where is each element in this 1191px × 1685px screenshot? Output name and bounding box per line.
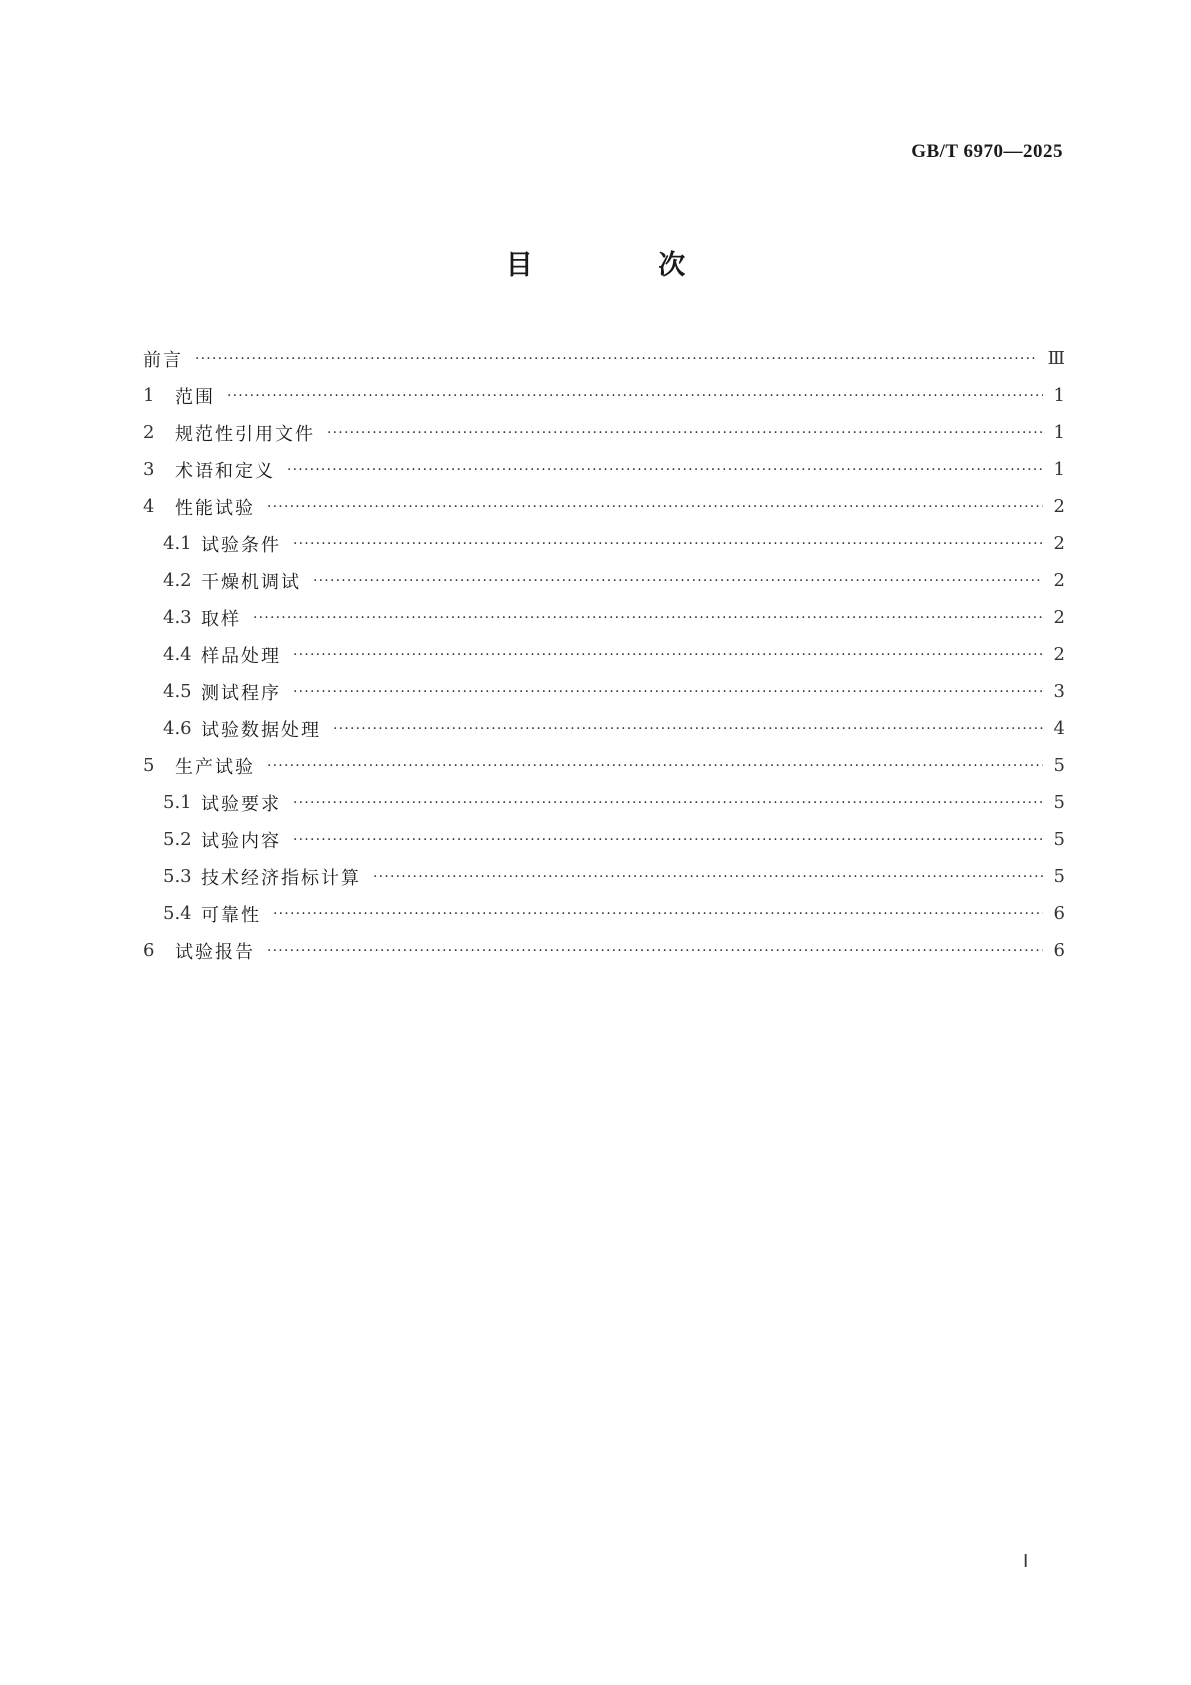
toc-entry-5-3[interactable] (143, 858, 1065, 895)
toc-entry-4-1[interactable] (143, 525, 1065, 562)
toc-entry-page: Ⅲ (1047, 348, 1065, 369)
toc-entry-label: 生产试验 (175, 756, 255, 778)
leader-dots (293, 795, 1043, 811)
toc-entry-label: 可靠性 (201, 904, 261, 926)
leader-dots (293, 536, 1043, 552)
toc-entry-page: 2 (1053, 607, 1065, 628)
toc-entry-number: 4 (143, 496, 155, 517)
toc-entry-label: 性能试验 (175, 497, 255, 519)
toc-entry-page: 5 (1053, 792, 1065, 813)
leader-dots (293, 684, 1043, 700)
toc-entry-5-2[interactable] (143, 821, 1065, 858)
toc-entry-number: 3 (143, 459, 155, 480)
leader-dots (267, 758, 1043, 774)
standard-code: GB/T 6970—2025 (911, 141, 1063, 162)
toc-entry-label: 技术经济指标计算 (201, 867, 361, 889)
toc-entry-number: 4.3 (163, 607, 192, 628)
toc-entry-page: 6 (1053, 940, 1065, 961)
toc-entry-number: 4.4 (163, 644, 192, 665)
toc-entry-label: 干燥机调试 (201, 571, 301, 593)
toc-entry-page: 1 (1053, 385, 1065, 406)
leader-dots (333, 721, 1043, 737)
toc-entry-label: 测试程序 (201, 682, 281, 704)
toc-entry-label: 前言 (143, 349, 183, 371)
toc-entry-page: 1 (1053, 459, 1065, 480)
toc-entry-label: 试验要求 (201, 793, 281, 815)
toc-entry-label: 取样 (201, 608, 241, 630)
toc-entry-number: 5.3 (163, 866, 192, 887)
toc-entry-number: 5.4 (163, 903, 192, 924)
leader-dots (293, 647, 1043, 663)
toc-entry-number: 4.2 (163, 570, 192, 591)
toc-entry-number: 6 (143, 940, 155, 961)
leader-dots (267, 943, 1043, 959)
toc-entry-5[interactable] (143, 747, 1065, 784)
toc-entry-4[interactable] (143, 488, 1065, 525)
toc-entry-label: 试验内容 (201, 830, 281, 852)
leader-dots (287, 462, 1043, 478)
leader-dots (273, 906, 1043, 922)
toc-entry-number: 4.5 (163, 681, 192, 702)
toc-entry-page: 1 (1053, 422, 1065, 443)
toc-entry-6[interactable] (143, 932, 1065, 969)
toc-entry-page: 6 (1053, 903, 1065, 924)
toc-entry-label: 试验条件 (201, 534, 281, 556)
toc-entry-page: 5 (1053, 755, 1065, 776)
toc-entry-3[interactable] (143, 451, 1065, 488)
table-of-contents (143, 340, 1065, 969)
toc-entry-4-5[interactable] (143, 673, 1065, 710)
toc-entry-5-1[interactable] (143, 784, 1065, 821)
toc-entry-4-2[interactable] (143, 562, 1065, 599)
toc-entry-label: 术语和定义 (175, 460, 275, 482)
toc-entry-label: 规范性引用文件 (175, 423, 315, 445)
toc-entry-label: 样品处理 (201, 645, 281, 667)
toc-entry-number: 1 (143, 385, 155, 406)
page-title: 目 次 (505, 250, 744, 281)
leader-dots (293, 832, 1043, 848)
leader-dots (313, 573, 1043, 589)
toc-entry-label: 试验报告 (175, 941, 255, 963)
toc-entry-page: 4 (1053, 718, 1065, 739)
toc-entry-page: 5 (1053, 829, 1065, 850)
toc-entry-number: 2 (143, 422, 155, 443)
toc-entry-number: 5 (143, 755, 155, 776)
leader-dots (327, 425, 1043, 441)
toc-entry-page: 2 (1053, 644, 1065, 665)
toc-entry-4-4[interactable] (143, 636, 1065, 673)
toc-entry-page: 2 (1053, 570, 1065, 591)
toc-entry-number: 4.1 (163, 533, 192, 554)
toc-entry-4-3[interactable] (143, 599, 1065, 636)
toc-entry-page: 3 (1053, 681, 1065, 702)
toc-entry-5-4[interactable] (143, 895, 1065, 932)
leader-dots (227, 388, 1043, 404)
leader-dots (253, 610, 1043, 626)
toc-entry-4-6[interactable] (143, 710, 1065, 747)
toc-entry-number: 5.2 (163, 829, 192, 850)
page-number: Ⅰ (1023, 1551, 1029, 1571)
leader-dots (195, 351, 1038, 367)
toc-entry-label: 试验数据处理 (201, 719, 321, 741)
toc-entry-number: 5.1 (163, 792, 192, 813)
leader-dots (373, 869, 1043, 885)
toc-entry-1[interactable] (143, 377, 1065, 414)
leader-dots (267, 499, 1043, 515)
toc-entry-page: 5 (1053, 866, 1065, 887)
toc-entry-number: 4.6 (163, 718, 192, 739)
toc-entry-label: 范围 (175, 386, 215, 408)
toc-entry-page: 2 (1053, 496, 1065, 517)
toc-entry-2[interactable] (143, 414, 1065, 451)
toc-entry-foreword[interactable] (143, 340, 1065, 377)
toc-entry-page: 2 (1053, 533, 1065, 554)
